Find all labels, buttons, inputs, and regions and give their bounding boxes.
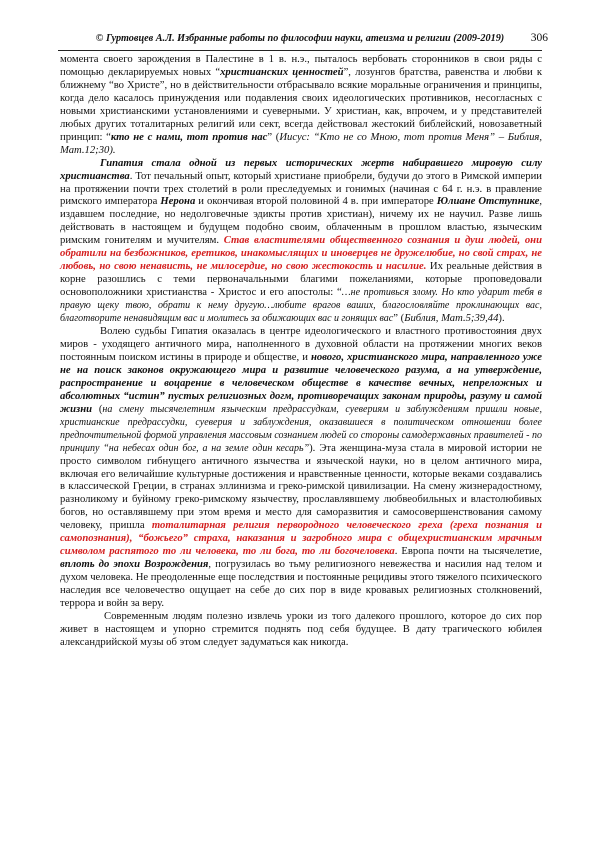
p2-scripture-quote: …не противься злому. Но кто ударит тебя в правую щеку твою, обрати к нему другую…любите врагов ваших, благословляйте проклинающих вас, благотворите ненавидящим вас и молитесь за обижающих вас и гонящих вас — [60, 287, 542, 325]
p3-italic-aside: на смену тысячелетним языческим предрассудкам, суевериям и заблуждениям пришли новые, христианские предрассудки, суеверия и заблуждения, оказавшиеся в политическом отношении более предпочтительной формой управления массовым сознанием людей со стороны самодержавных правителей - по принципу “на небесах один бог, а на земле один кесарь” — [60, 403, 542, 454]
p2-name-julian: Юлиане Отступнике — [436, 196, 540, 208]
p3-text-1: Волею судьбы Гипатия оказалась в центре идеологического и властного противостояния двух миров - уходящего античного мира, наполненного в духовной области на протяжении многих веков постоянным поиском истины в природе и обществе, и — [60, 326, 542, 363]
p1-text-1: момента своего зарождения в Палестине в 1 в. н.э., пыталось вербовать сторонников в свои ряды с помощью декларируемых новых “ — [60, 54, 542, 78]
p1-text-3: ”, лозунгов братства, равенства и любви к ближнему “во Христе”, но в действительности отбрасывало всякие моральные ограничения и принципы, когда дело касалось принуждения или подавления своих идеологических противников, несогласных с новыми христианскими установлениями и суеверными. У христиан, как, впрочем, и у представителей любых других тоталитарных религий или сект, всегда действовал жестокий библейский, новозаветный принцип: “ — [60, 66, 543, 143]
p4-text: Современным людям полезно извлечь уроки из того далекого прошлого, которое до сих пор живет в настоящем и упорно стремится поднять под себя будущее. В дату трагического юбилея александрийской музы об этом следует задуматься как никогда. — [60, 610, 542, 648]
p2-text-8: Их реальные действия в корне разошлись с теми первоначальными благими пожеланиями, которые проповедовали основоположники христианства - Христос и его апостолы: “ — [60, 261, 542, 299]
body-text — [60, 54, 542, 650]
p3-text-5: ). Эта женщина-муза стала в мировой истории не просто символом гибнущего античного язычества и языческой науки, но в целом античного мира, включая его величайшие культурные достижения и нравственные ценности, которые веками создавались в классической Греции, в странах эллинизма и греко-римской цивилизации. На смену жизнерадостному, разноликому и буйному греко-римскому язычеству, прославлявшему любвеобильных и властолюбивых богов, но оставлявшему при этом время и место для саморазвития и самосовершенствования самому человеку, пришла — [60, 442, 542, 532]
header-divider — [58, 50, 542, 51]
page-number: 306 — [530, 32, 548, 44]
p2-text-2: . Тот печальный опыт, который христиане приобрели, будучи до этого в Римской империи на протяжении почти трех столетий в роли преследуемых и гонимых (начиная с 64 г. н.э. в правление римского императора — [60, 170, 542, 208]
paragraph-2 — [60, 158, 542, 326]
p2-text-10: ” ( — [393, 313, 405, 325]
p2-name-nero: Нерона — [160, 196, 196, 208]
p2-text-4: и окончивая второй половиной 4 в. при императоре — [195, 196, 437, 208]
p3-red-highlight: тоталитарная религия первородного человеческого греха (греха познания и самопознания), “божьего” страха, наказания и загробного мира с общехристианским мрачным символом распятого то ли человека, то ли бога, то ли богочеловека — [60, 520, 543, 558]
p2-citation: Библия, Мат.5;39,44 — [404, 313, 499, 325]
p1-text-5: ” ( — [267, 131, 280, 143]
p1-emphasis-principle: кто не с нами, тот против нас — [110, 131, 268, 143]
p2-text-6: , издавшем последние, но недолговечные эдикты против христиан), ничему их не научил. Разве лишь действовать в настоящем и будущем подобно своим, облаченным в прошлом властью, языческим римским гонителям и мучителям. — [60, 196, 543, 247]
p2-lead-sentence: Гипатия стала одной из первых исторических жертв набиравшего мировую силу христианства — [60, 157, 542, 182]
p1-emphasis-christian-values: христианских ценностей — [220, 66, 344, 78]
p3-text-9: , погрузилась во тьму религиозного невежества и насилия над телом и духом человека. Не преодоленные еще последствия и постоянные рецидивы этого тяжелого психического наследия все человечество ощущает на себе до сих пор в виде кровавых религиозных столкновений, террора и войн за веру. — [60, 559, 542, 610]
p3-text-7: . Европа почти на тысячелетие, — [394, 546, 542, 558]
p3-emphasis-renaissance: вплоть до эпохи Возрождения — [60, 559, 209, 571]
paragraph-4 — [60, 611, 542, 650]
paragraph-3 — [60, 326, 542, 611]
header-title: © Гуртовцев А.Л. Избранные работы по философии науки, атеизма и религии (2009-2019) — [95, 33, 505, 44]
p2-red-highlight: Став властителями общественного сознания и душ людей, они обратили на безбожников, еретиков, инакомыслящих и иноверцев не дружелюбие, но свой страх, не любовь, но свою ненависть, не милосердие, но свою жестокость и насилие. — [60, 235, 543, 273]
p2-text-12: ). — [498, 313, 505, 325]
p3-text-3: ( — [92, 403, 103, 415]
p1-citation: Иисус: “Кто не со Мною, тот против Меня” – Библия, Мат.12;30). — [60, 131, 543, 156]
p3-emphasis-new-world: нового, христианского мира, направленного уже не на поиск законов окружающего мира и развитие человеческого разума, а на утверждение, распространение и воцарение в человеческом обществе в качестве вечных, непреложных и абсолютных “истин” пустых религиозных догм, противоречащих законам природы, разуму и самой жизни — [60, 351, 542, 415]
paragraph-1 — [60, 54, 542, 158]
running-header — [0, 33, 600, 44]
